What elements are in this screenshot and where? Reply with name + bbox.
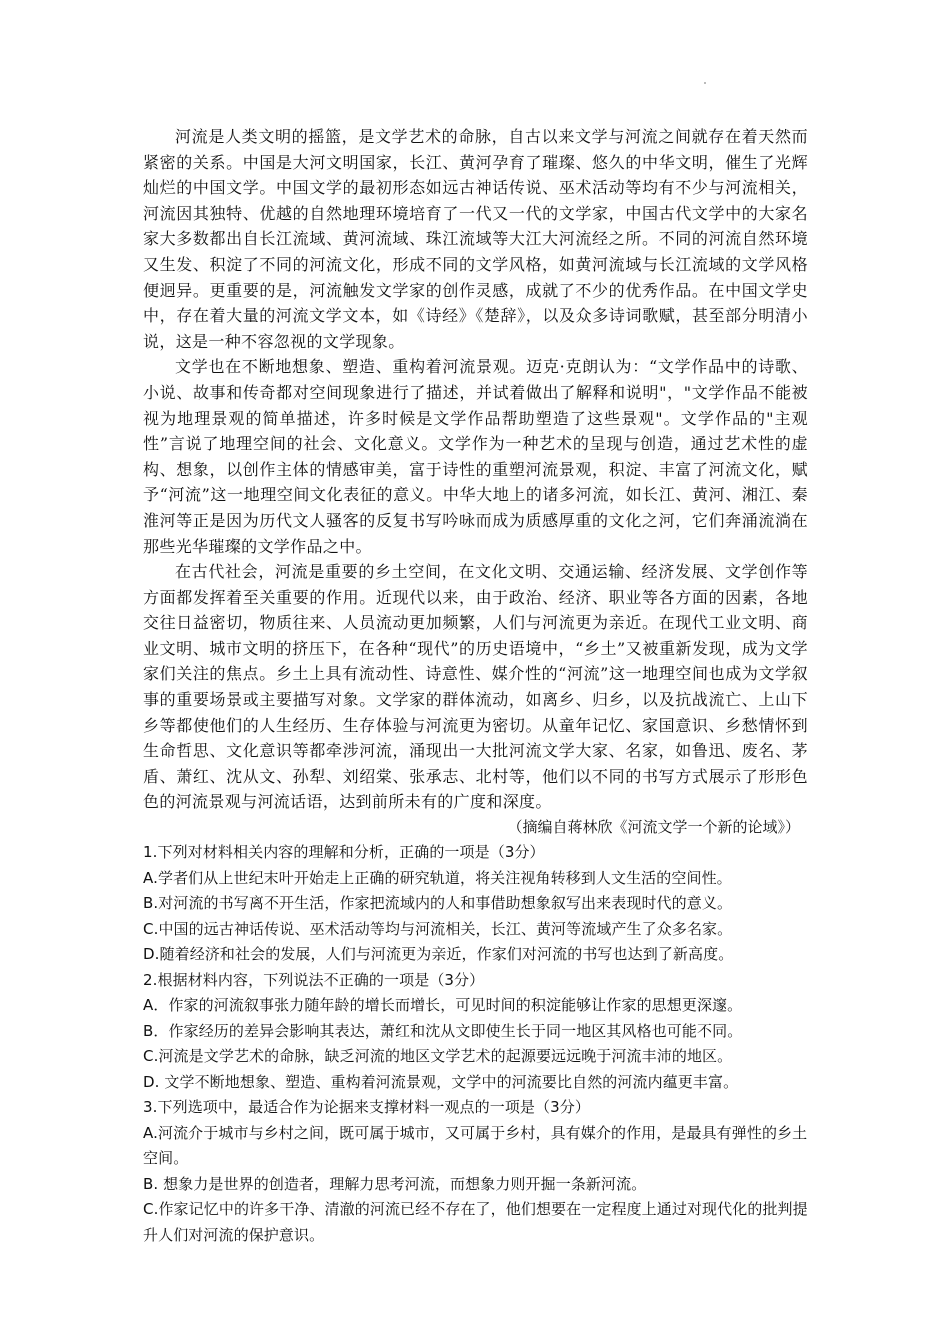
- option-b: B．作家经历的差异会影响其表达，萧红和沈从文即使生长于同一地区其风格也可能不同。: [143, 1021, 743, 1040]
- question-2: [143, 968, 808, 1096]
- question-list: [143, 840, 808, 1248]
- question-3: [143, 1095, 808, 1248]
- passage-source: （摘编自蒋林欣《河流文学一个新的论域》）: [507, 818, 800, 837]
- option-c: C.作家记忆中的许多干净、清澈的河流已经不存在了，他们想要在一定程度上通过对现代化的批判提升人们对河流的保护意识。: [143, 1200, 808, 1244]
- passage-paragraph-2: 文学也在不断地想象、塑造、重构着河流景观。迈克·克朗认为：“文学作品中的诗歌、小说、故事和传奇都对空间现象进行了描述，并试着做出了解释和说明"，"文学作品不能被视为地理景观的简单描述，许多时候是文学作品帮助塑造了这些景观"。文学作品的"主观性”言说了地理空间的社会、文化意义。文学作为一种艺术的呈现与创造，通过艺术性的虚构、想象，以创作主体的情感审美，富于诗性的重塑河流景观，积淀、丰富了河流文化，赋予“河流”这一地理空间文化表征的意义。中华大地上的诸多河流，如长江、黄河、湘江、秦淮河等正是因为历代文人骚客的反复书写吟咏而成为质感厚重的文化之河，它们奔涌流淌在那些光华璀璨的文学作品之中。: [143, 357, 808, 556]
- option-a: A.学者们从上世纪末叶开始走上正确的研究轨道，将关注视角转移到人文生活的空间性。: [143, 868, 732, 887]
- option-c: C.河流是文学艺术的命脉，缺乏河流的地区文学艺术的起源要远远晚于河流丰沛的地区。: [143, 1047, 733, 1066]
- document-page: [143, 124, 808, 1248]
- option-b: B.对河流的书写离不开生活，作家把流域内的人和事借助想象叙写出来表现时代的意义。: [143, 894, 733, 913]
- reading-passage: [143, 124, 808, 840]
- passage-paragraph-3: 在古代社会，河流是重要的乡土空间，在文化文明、交通运输、经济发展、文学创作等方面都发挥着至关重要的作用。近现代以来，由于政治、经济、职业等各方面的因素，各地交往日益密切，物质往来、人员流动更加频繁，人们与河流更为亲近。在现代工业文明、商业文明、城市文明的挤压下，在各种“现代”的历史语境中，“乡土”又被重新发现，成为文学家们关注的焦点。乡土上具有流动性、诗意性、媒介性的“河流”这一地理空间也成为文学叙事的重要场景或主要描写对象。文学家的群体流动，如离乡、归乡，以及抗战流亡、上山下乡等都使他们的人生经历、生存体验与河流更为密切。从童年记忆、家国意识、乡愁情怀到生命哲思、文化意识等都牵涉河流，涌现出一大批河流文学大家、名家，如鲁迅、废名、茅盾、萧红、沈从文、孙犁、刘绍棠、张承志、北村等，他们以不同的书写方式展示了形形色色的河流景观与河流话语，达到前所未有的广度和深度。: [143, 562, 808, 812]
- option-c: C.中国的远古神话传说、巫术活动等均与河流相关，长江、黄河等流域产生了众多名家。: [143, 919, 733, 938]
- scan-speck: [704, 82, 706, 84]
- question-stem: 1.下列对材料相关内容的理解和分析，正确的一项是（3分）: [143, 843, 545, 862]
- option-d: D. 文学不断地想象、塑造、重构着河流景观，文学中的河流要比自然的河流内蕴更丰富。: [143, 1072, 739, 1091]
- option-d: D.随着经济和社会的发展，人们与河流更为亲近，作家们对河流的书写也达到了新高度。: [143, 945, 734, 964]
- option-a: A．作家的河流叙事张力随年龄的增长而增长，可见时间的积淀能够让作家的思想更深邃。: [143, 996, 743, 1015]
- question-stem: 3.下列选项中，最适合作为论据来支撑材料一观点的一项是（3分）: [143, 1098, 590, 1117]
- question-stem: 2.根据材料内容，下列说法不正确的一项是（3分）: [143, 970, 485, 989]
- option-a: A.河流介于城市与乡村之间，既可属于城市，又可属于乡村，具有媒介的作用，是最具有弹性的乡土空间。: [143, 1123, 808, 1168]
- question-1: [143, 840, 808, 968]
- passage-paragraph-1: 河流是人类文明的摇篮，是文学艺术的命脉，自古以来文学与河流之间就存在着天然而紧密的关系。中国是大河文明国家，长江、黄河孕育了璀璨、悠久的中华文明，催生了光辉灿烂的中国文学。中国文学的最初形态如远古神话传说、巫术活动等均有不少与河流相关，河流因其独特、优越的自然地理环境培育了一代又一代的文学家，中国古代文学中的大家名家大多数都出自长江流域、黄河流域、珠江流域等大江大河流经之所。不同的河流自然环境又生发、积淀了不同的河流文化，形成不同的文学风格，如黄河流域与长江流域的文学风格便迥异。更重要的是，河流触发文学家的创作灵感，成就了不少的优秀作品。在中国文学史中，存在着大量的河流文学文本，如《诗经》《楚辞》，以及众多诗词歌赋，甚至部分明清小说，这是一种不容忽视的文学现象。: [143, 127, 808, 351]
- option-b: B. 想象力是世界的创造者，理解力思考河流，而想象力则开掘一条新河流。: [143, 1174, 647, 1193]
